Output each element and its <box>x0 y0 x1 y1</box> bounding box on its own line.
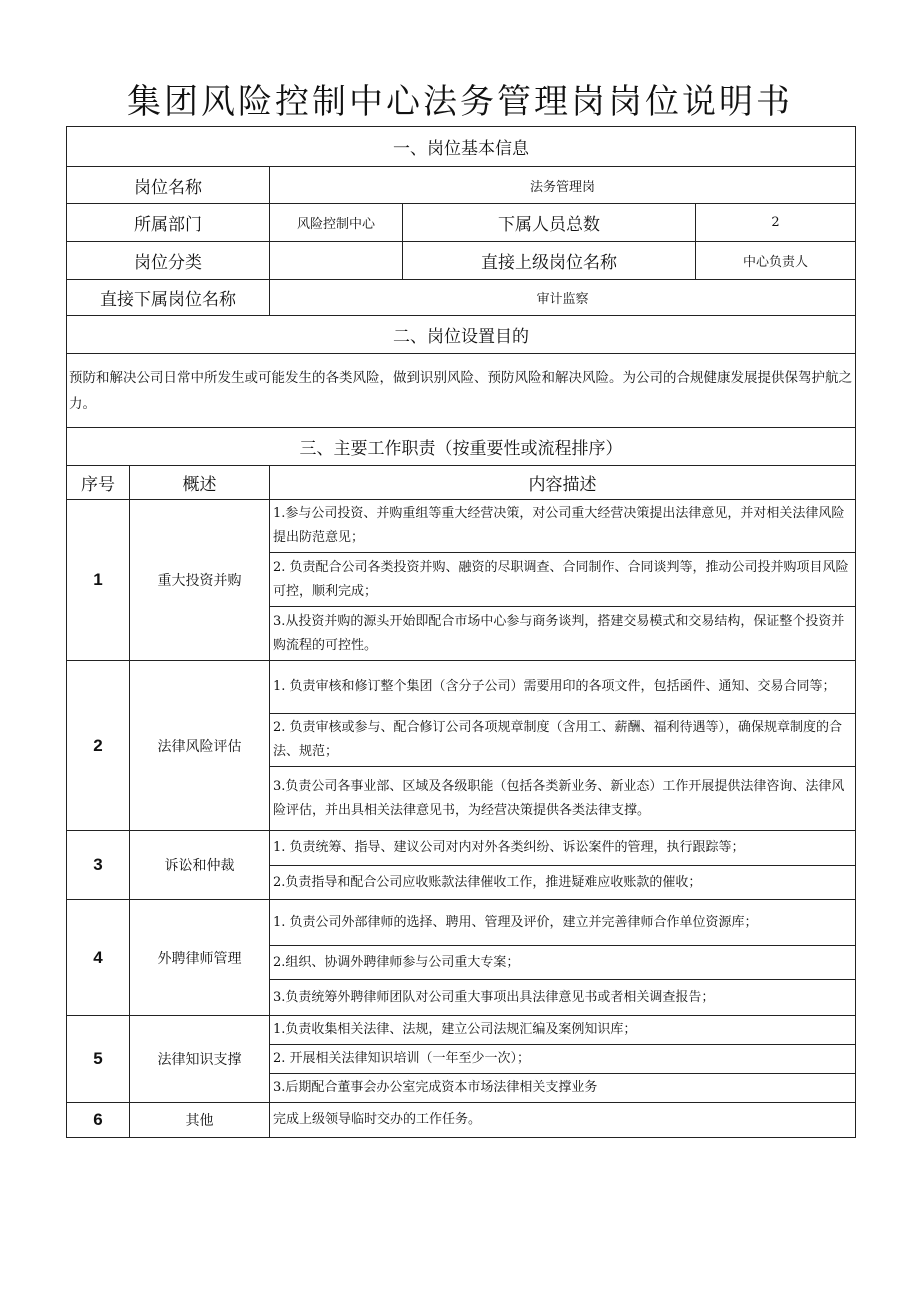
duty-item: 3.从投资并购的源头开始即配合市场中心参与商务谈判，搭建交易模式和交易结构，保证整个投资并购流程的可控性。 <box>270 607 856 661</box>
duty-item: 1. 负责公司外部律师的选择、聘用、管理及评价，建立并完善律师合作单位资源库； <box>270 900 856 946</box>
duty-overview: 法律风险评估 <box>130 661 270 831</box>
duty-number: 2 <box>67 661 130 831</box>
department-value: 风险控制中心 <box>270 204 403 242</box>
duty-number: 5 <box>67 1016 130 1103</box>
section-duties-heading: 三、主要工作职责（按重要性或流程排序） <box>67 428 856 466</box>
duty-item: 完成上级领导临时交办的工作任务。 <box>270 1103 856 1138</box>
position-purpose-text: 预防和解决公司日常中所发生或可能发生的各类风险，做到识别风险、预防风险和解决风险。为公司的合规健康发展提供保驾护航之力。 <box>67 354 856 428</box>
column-header-overview: 概述 <box>130 466 270 500</box>
duty-item: 2.组织、协调外聘律师参与公司重大专案； <box>270 946 856 980</box>
duty-number: 3 <box>67 831 130 900</box>
duty-overview: 外聘律师管理 <box>130 900 270 1016</box>
position-category-value <box>270 242 403 280</box>
duty-item: 2. 负责审核或参与、配合修订公司各项规章制度（含用工、薪酬、福利待遇等），确保规章制度的合法、规范； <box>270 714 856 767</box>
duty-item: 2. 开展相关法律知识培训（一年至少一次）； <box>270 1045 856 1074</box>
job-description-table <box>66 126 856 1138</box>
superior-position-label: 直接上级岗位名称 <box>403 242 696 280</box>
department-label: 所属部门 <box>67 204 270 242</box>
duty-overview: 法律知识支撑 <box>130 1016 270 1103</box>
superior-position-value: 中心负责人 <box>696 242 856 280</box>
position-name-label: 岗位名称 <box>67 167 270 204</box>
section-basic-info-heading: 一、岗位基本信息 <box>67 127 856 167</box>
duty-number: 6 <box>67 1103 130 1138</box>
position-name-value: 法务管理岗 <box>270 167 856 204</box>
duty-item: 2.负责指导和配合公司应收账款法律催收工作，推进疑难应收账款的催收； <box>270 866 856 900</box>
duty-item: 3.负责统筹外聘律师团队对公司重大事项出具法律意见书或者相关调查报告； <box>270 980 856 1016</box>
document-title: 集团风险控制中心法务管理岗岗位说明书 <box>127 82 793 122</box>
duty-overview: 其他 <box>130 1103 270 1138</box>
duty-item: 3.负责公司各事业部、区域及各级职能（包括各类新业务、新业态）工作开展提供法律咨询、法律风险评估，并出具相关法律意见书，为经营决策提供各类法律支撑。 <box>270 767 856 831</box>
duty-item: 2. 负责配合公司各类投资并购、融资的尽职调查、合同制作、合同谈判等，推动公司投并购项目风险可控，顺利完成； <box>270 553 856 607</box>
column-header-content: 内容描述 <box>270 466 856 500</box>
position-category-label: 岗位分类 <box>67 242 270 280</box>
duty-item: 1. 负责统筹、指导、建议公司对内对外各类纠纷、诉讼案件的管理，执行跟踪等； <box>270 831 856 866</box>
duty-item: 1.参与公司投资、并购重组等重大经营决策，对公司重大经营决策提出法律意见，并对相关法律风险提出防范意见； <box>270 500 856 553</box>
direct-subordinate-label: 直接下属岗位名称 <box>67 280 270 316</box>
duty-item: 1.负责收集相关法律、法规，建立公司法规汇编及案例知识库； <box>270 1016 856 1045</box>
direct-subordinate-value: 审计监察 <box>270 280 856 316</box>
duty-item: 1. 负责审核和修订整个集团（含分子公司）需要用印的各项文件，包括函件、通知、交易合同等； <box>270 661 856 714</box>
duty-overview: 诉讼和仲裁 <box>130 831 270 900</box>
subordinates-count-label: 下属人员总数 <box>403 204 696 242</box>
section-purpose-heading: 二、岗位设置目的 <box>67 316 856 354</box>
duty-number: 4 <box>67 900 130 1016</box>
duty-number: 1 <box>67 500 130 661</box>
subordinates-count-value: 2 <box>696 204 856 242</box>
column-header-no: 序号 <box>67 466 130 500</box>
duty-item: 3.后期配合董事会办公室完成资本市场法律相关支撑业务 <box>270 1074 856 1103</box>
duty-overview: 重大投资并购 <box>130 500 270 661</box>
